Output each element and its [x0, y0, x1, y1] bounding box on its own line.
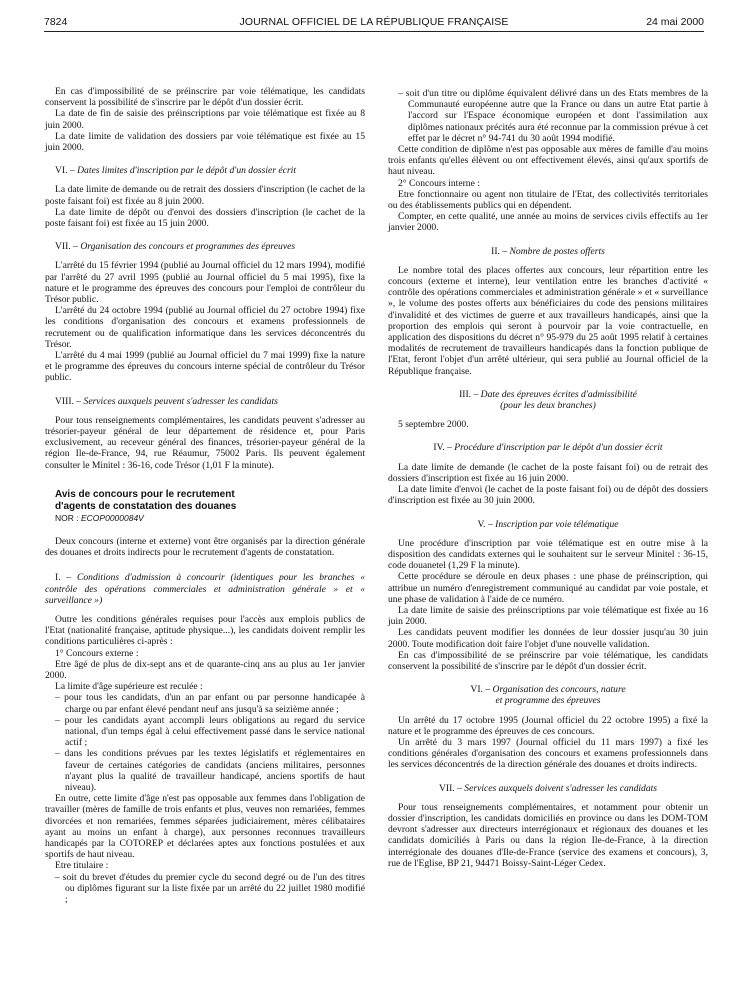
- nor-reference: NOR : ECOP0000084V: [55, 512, 144, 523]
- section-heading: III. – Date des épreuves écrites d'admissibilité: [459, 388, 637, 400]
- list-item: – pour tous les candidats, d'un an par enfant ou par personne handicapée à charge ou par enfant élevé pendant neuf ans jusqu'à sa seizième année ;: [55, 692, 365, 715]
- notice-title-line: d'agents de constatation des douanes: [55, 500, 237, 512]
- list-item: – dans les conditions prévues par les textes législatifs et réglementaires en faveur de certaines catégories de candidats (anciens militaires, personnes n'ayant plus la qualité de travailleur handicapé, anciens sportifs de haut niveau).: [55, 748, 365, 793]
- paragraph: En cas d'impossibilité de se préinscrire par voie télématique, les candidats conservent la possibilité de s'inscrire par le dépôt d'un dossier écrit.: [45, 86, 365, 109]
- paragraph: Deux concours (interne et externe) vont être organisés par la direction générale des douanes et droits indirects pour le recrutement d'agents de constatation.: [45, 535, 365, 559]
- section-heading: VIII. – Services auxquels peuvent s'adresser les candidats: [55, 395, 278, 407]
- section-heading: VI. – Organisation des concours, nature: [470, 684, 626, 696]
- list-item: – soit d'un titre ou diplôme équivalent délivré dans un des Etats membres de la Communauté européenne autre que la France ou dans un autre Etat partie à l'accord sur l'Espace économique européen et dont l'assimilation aux diplômes nationaux précités aura été reconnue par la commission prévue à cet effet par le décret n° 94-741 du 30 août 1994 modifié.: [398, 88, 708, 144]
- left-column: [45, 86, 365, 905]
- section-heading: I. – Conditions d'admission à concourir (identiques pour les branches « contrôle des opérations commerciales et administration générale » et « surveillance »): [45, 572, 366, 606]
- paragraph: Les candidats peuvent modifier les données de leur dossier jusqu'au 30 juin 2000. Toute modification doit faire l'objet d'une nouvelle validation.: [388, 627, 708, 650]
- paragraph: Le nombre total des places offertes aux concours, leur répartition entre les concours (externe et interne), leur ventilation entre les branches d'activité « contrôle des opérations commerciales et administration générale » et « surveillance », le volume des postes offerts aux bénéficiaires du code des pensions militaires d'invalidité et des victimes de guerre et aux travailleurs handicapés, ainsi que la proportion des emplois qui seront à pourvoir par la voie contractuelle, en application des dispositions du décret n° 95-979 du 25 août 1995 relatif à certaines modalités de recrutement de travailleurs handicapés dans la fonction publique de l'Etat, feront l'objet d'un arrêté ultérieur, qui sera publié au Journal officiel de la République française.: [388, 264, 708, 377]
- paragraph: Un arrêté du 17 octobre 1995 (Journal officiel du 22 octobre 1995) a fixé la nature et le programme des épreuves de ces concours.: [388, 714, 708, 737]
- section-subheading: (pour les deux branches): [500, 400, 596, 412]
- paragraph: La limite d'âge supérieure est reculée :: [55, 681, 203, 693]
- page-number: 7824: [44, 16, 68, 28]
- paragraph: La date limite d'envoi (le cachet de la poste faisant foi) ou de dépôt des dossiers d'inscription est fixée au 30 juin 2000.: [388, 484, 708, 507]
- paragraph: La date limite de demande ou de retrait des dossiers d'inscription (le cachet de la poste faisant foi) est fixée au 8 juin 2000.: [45, 184, 365, 207]
- notice-title-line: Avis de concours pour le recrutement: [55, 488, 235, 500]
- right-column: [388, 88, 708, 869]
- paragraph: La date limite de validation des dossiers par voie télématique est fixée au 15 juin 2000.: [45, 130, 365, 154]
- paragraph: Une procédure d'inscription par voie télématique est en outre mise à la disposition des candidats externes qui le souhaitent sur le serveur Minitel : 36-15, code douanetel (1,29 F la minute).: [388, 537, 708, 572]
- paragraph: 5 septembre 2000.: [398, 419, 469, 431]
- paragraph: L'arrêté du 15 février 1994 (publié au Journal officiel du 12 mars 1994), modifié par l'arrêté du 27 avril 1995 (publié au Journal officiel du 5 mai 1995), fixe la nature et le programme des épreuves des concours pour l'emploi de contrôleur du Trésor public.: [45, 260, 365, 306]
- paragraph: La date limite de demande (le cachet de la poste faisant foi) ou de retrait des dossiers d'inscription est fixée au 16 juin 2000.: [388, 461, 708, 484]
- section-heading: VII. – Organisation des concours et programmes des épreuves: [55, 241, 296, 253]
- paragraph: Cette condition de diplôme n'est pas opposable aux mères de famille d'au moins trois enfants qu'elles élèvent ou ont effectivement élevés, ainsi qu'aux sportifs de haut niveau.: [388, 144, 708, 178]
- paragraph: L'arrêté du 4 mai 1999 (publié au Journal officiel du 7 mai 1999) fixe la nature et le programme des épreuves du concours interne spécial de contrôleur du Trésor public.: [45, 350, 365, 384]
- section-heading: VI. – Dates limites d'inscription par le dépôt d'un dossier écrit: [55, 165, 297, 177]
- paragraph: Pour tous renseignements complémentaires, et notamment pour obtenir un dossier d'inscription, les candidats domiciliés en province ou dans les DOM-TOM devront s'adresser aux directeurs interrégionaux et régionaux des douanes et les candidats domiciliés à Paris ou dans la région Ile-de-France, à la direction interrégionale des douanes d'Ile-de-France (service des examens et concours), 3, rue de l'Eglise, BP 21, 94471 Boissy-Saint-Léger Cedex.: [388, 801, 708, 869]
- paragraph: Etre titulaire :: [55, 860, 109, 872]
- paragraph: Pour tous renseignements complémentaires, les candidats peuvent s'adresser au trésorier-payeur général de leur département de résidence et, pour Paris exclusivement, au receveur général des finances, trésorier-payeur général de la région Ile-de-France, 94, rue Réaumur, 75002 Paris. Ils peuvent également consulter le Minitel : 36-16, code Trésor (1,01 F la minute).: [45, 414, 365, 471]
- paragraph: La date limite de dépôt ou d'envoi des dossiers d'inscription (le cachet de la poste faisant foi) est fixée au 15 juin 2000.: [45, 206, 365, 230]
- running-header: [44, 16, 704, 30]
- paragraph: 1° Concours externe :: [55, 647, 139, 659]
- header-rule: [44, 31, 704, 32]
- paragraph: La date limite de saisie des préinscriptions par voie télématique est fixée au 16 juin 2000.: [388, 604, 708, 628]
- section-heading: VII. – Services auxquels doivent s'adresser les candidats: [438, 782, 658, 794]
- paragraph: 2° Concours interne :: [398, 177, 480, 189]
- list-item: – pour les candidats ayant accompli leurs obligations au regard du service national, d'un temps égal à celui effectivement passé dans le service national actif ;: [55, 714, 365, 749]
- section-heading: V. – Inscription par voie télématique: [477, 518, 619, 530]
- list-item: – soit du brevet d'études du premier cycle du second degré ou de l'un des titres ou diplômes figurant sur la liste fixée par un arrêté du 22 juillet 1980 modifié ;: [55, 871, 365, 905]
- section-heading-line2: et programme des épreuves: [495, 695, 601, 707]
- paragraph: Etre âgé de plus de dix-sept ans et de quarante-cinq ans au plus au 1er janvier 2000.: [45, 658, 365, 681]
- paragraph: Un arrêté du 3 mars 1997 (Journal officiel du 11 mars 1997) a fixé les conditions générales d'organisation des concours et examens professionnels dans les services déconcentrés de la direction générale des douanes et droits indirects.: [388, 736, 708, 771]
- section-heading: IV. – Procédure d'inscription par le dépôt d'un dossier écrit: [433, 442, 663, 454]
- paragraph: Etre fonctionnaire ou agent non titulaire de l'Etat, des collectivités territoriales ou des établissements publics qui en dépendent.: [388, 188, 708, 212]
- issue-date: 24 mai 2000: [646, 16, 704, 28]
- paragraph: Outre les conditions générales requises pour l'accès aux emplois publics de l'Etat (nationalité française, aptitude physique...), les candidats doivent remplir les conditions particulières ci-après :: [45, 613, 365, 648]
- section-heading: II. – Nombre de postes offerts: [491, 245, 605, 257]
- paragraph: Cette procédure se déroule en deux phases : une phase de préinscription, qui attribue un numéro d'enregistrement communiqué au candidat par voie postale, et une phase de validation à l'aide de ce numéro.: [388, 571, 708, 605]
- paragraph: Compter, en cette qualité, une année au moins de services civils effectifs au 1er janvier 2000.: [388, 211, 708, 234]
- paragraph: L'arrêté du 24 octobre 1994 (publié au Journal officiel du 27 octobre 1994) fixe les conditions d'organisation des concours et examens professionnels de recrutement ou de qualification informatique dans les services déconcentrés du Trésor.: [45, 305, 365, 350]
- paragraph: En outre, cette limite d'âge n'est pas opposable aux femmes dans l'obligation de travailler (mères de famille de trois enfants et plus, veuves non remariées, femmes divorcées et non remariées, femmes séparées judiciairement, mères célibataires ayant au moins un enfant à charge), aux personnes reconnues travailleurs handicapés par la COTOREP et déclarées aptes aux fonctions postulées et aux sportifs de haut niveau.: [45, 793, 365, 861]
- paragraph: En cas d'impossibilité de se préinscrire par voie télématique, les candidats conservent la possibilité de s'inscrire par le dépôt d'un dossier écrit.: [388, 649, 708, 672]
- journal-title: JOURNAL OFFICIEL DE LA RÉPUBLIQUE FRANÇAISE: [239, 16, 509, 28]
- paragraph: La date de fin de saisie des préinscriptions par voie télématique est fixée au 8 juin 2000.: [45, 108, 365, 131]
